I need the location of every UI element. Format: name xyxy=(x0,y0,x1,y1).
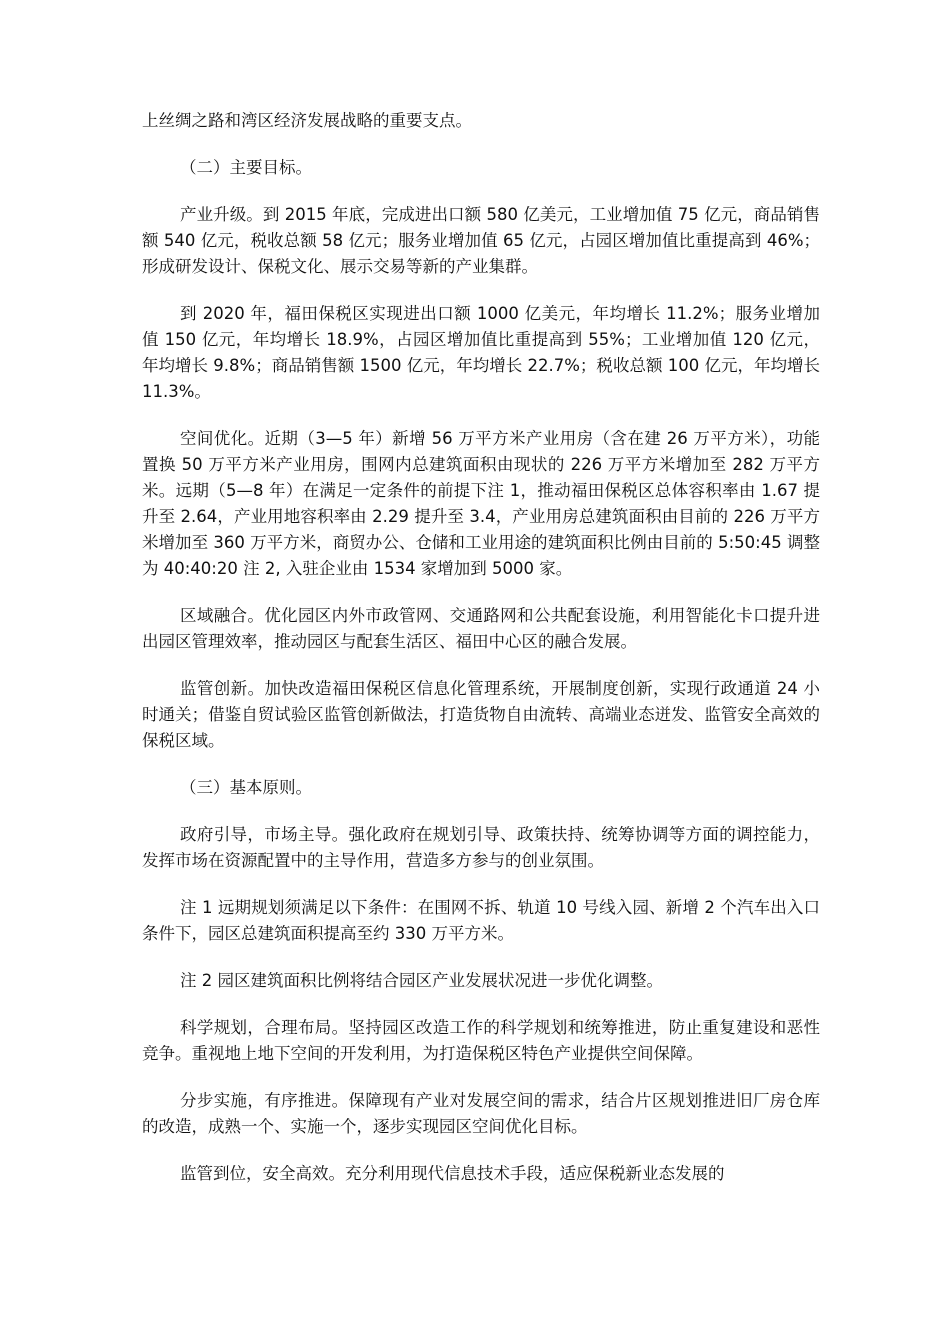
footnote-2: 注 2 园区建筑面积比例将结合园区产业发展状况进一步优化调整。 xyxy=(180,971,663,990)
paragraph-regional-integration: 区域融合。优化园区内外市政管网、交通路网和公共配套设施，利用智能化卡口提升进出园区管理效率，推动园区与配套生活区、福田中心区的融合发展。 xyxy=(142,606,820,651)
paragraph-supervision-innovation: 监管创新。加快改造福田保税区信息化管理系统，开展制度创新，实现行政通道 24 小时通关；借鉴自贸试验区监管创新做法，打造货物自由流转、高端业态迸发、监管安全高效的保税区域。 xyxy=(142,679,820,750)
footnote-1: 注 1 远期规划须满足以下条件：在围网不拆、轨道 10 号线入园、新增 2 个汽车出入口条件下，园区总建筑面积提高至约 330 万平方米。 xyxy=(142,898,820,943)
paragraph-supervision-in-place: 监管到位，安全高效。充分利用现代信息技术手段，适应保税新业态发展的 xyxy=(180,1164,725,1183)
paragraph-space-optimization: 空间优化。近期（3—5 年）新增 56 万平方米产业用房（含在建 26 万平方米），功能置换 50 万平方米产业用房，围网内总建筑面积由现状的 226 万平方米增加至 282 万平方米。远期（5—8 年）在满足一定条件的前提下注 1，推动福田保税区总体容积率由 1.67 提升至 2.64，产业用地容积率由 2.29 提升至 3.4，产业用房总建筑面积由目前的 226 万平方米增加至 360 万平方米，商贸办公、仓储和工业用途的建筑面积比例由目前的 5:50:45 调整为 40:40:20 注 2, 入驻企业由 1534 家增加到 5000 家。 xyxy=(142,429,820,578)
paragraph-government-guidance: 政府引导，市场主导。强化政府在规划引导、政策扶持、统筹协调等方面的调控能力，发挥市场在资源配置中的主导作用，营造多方参与的创业氛围。 xyxy=(142,825,820,870)
paragraph-scientific-planning: 科学规划，合理布局。坚持园区改造工作的科学规划和统筹推进，防止重复建设和恶性竞争。重视地上地下空间的开发利用，为打造保税区特色产业提供空间保障。 xyxy=(142,1018,820,1063)
document-body xyxy=(142,108,820,1208)
paragraph-phased-implementation: 分步实施，有序推进。保障现有产业对发展空间的需求，结合片区规划推进旧厂房仓库的改造，成熟一个、实施一个，逐步实现园区空间优化目标。 xyxy=(142,1091,820,1136)
section-heading-main-goals: （二）主要目标。 xyxy=(180,158,312,177)
paragraph-2020-targets: 到 2020 年，福田保税区实现进出口额 1000 亿美元，年均增长 11.2%；服务业增加值 150 亿元，年均增长 18.9%，占园区增加值比重提高到 55%；工业增加值 120 亿元，年均增长 9.8%；商品销售额 1500 亿元，年均增长 22.7%；税收总额 100 亿元，年均增长 11.3%。 xyxy=(142,304,820,401)
section-heading-basic-principles: （三）基本原则。 xyxy=(180,778,312,797)
paragraph-industry-upgrade: 产业升级。到 2015 年底，完成进出口额 580 亿美元，工业增加值 75 亿元，商品销售额 540 亿元，税收总额 58 亿元；服务业增加值 65 亿元，占园区增加值比重提高到 46%；形成研发设计、保税文化、展示交易等新的产业集群。 xyxy=(142,205,820,276)
paragraph-continued: 上丝绸之路和湾区经济发展战略的重要支点。 xyxy=(142,111,472,130)
